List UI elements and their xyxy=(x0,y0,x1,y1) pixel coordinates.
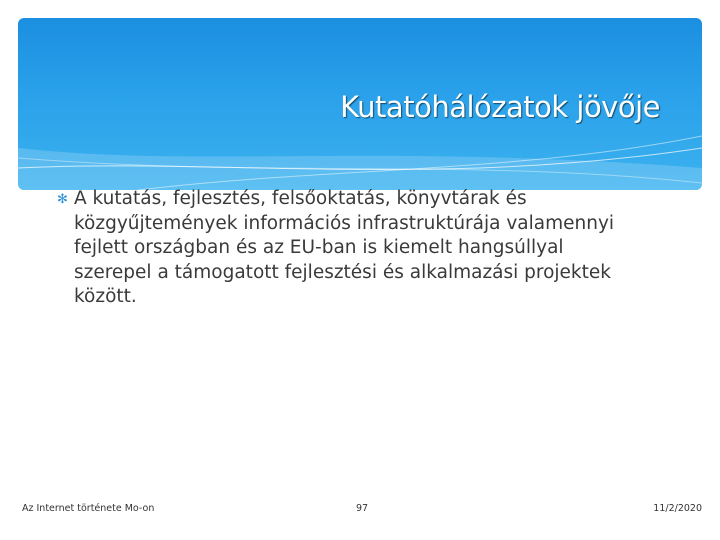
asterisk-bullet-icon: ✻ xyxy=(57,192,68,207)
bullet-text: A kutatás, fejlesztés, felsőoktatás, könyvtárak és közgyűjtemények információs infrastruktúrája valamennyi fejlett országban és az EU-ban is kiemelt hangsúllyal szerepel a támogatott fejlesztési és alkalmazási projektek között. xyxy=(74,188,615,307)
slide-title: Kutatóhálózatok jövője xyxy=(340,90,660,124)
content-area xyxy=(57,187,637,310)
bullet-item xyxy=(57,187,637,310)
footer-date: 11/2/2020 xyxy=(653,503,702,514)
page-number: 97 xyxy=(356,503,369,514)
title-banner xyxy=(18,18,702,190)
footer-label: Az Internet története Mo-on xyxy=(22,503,155,514)
